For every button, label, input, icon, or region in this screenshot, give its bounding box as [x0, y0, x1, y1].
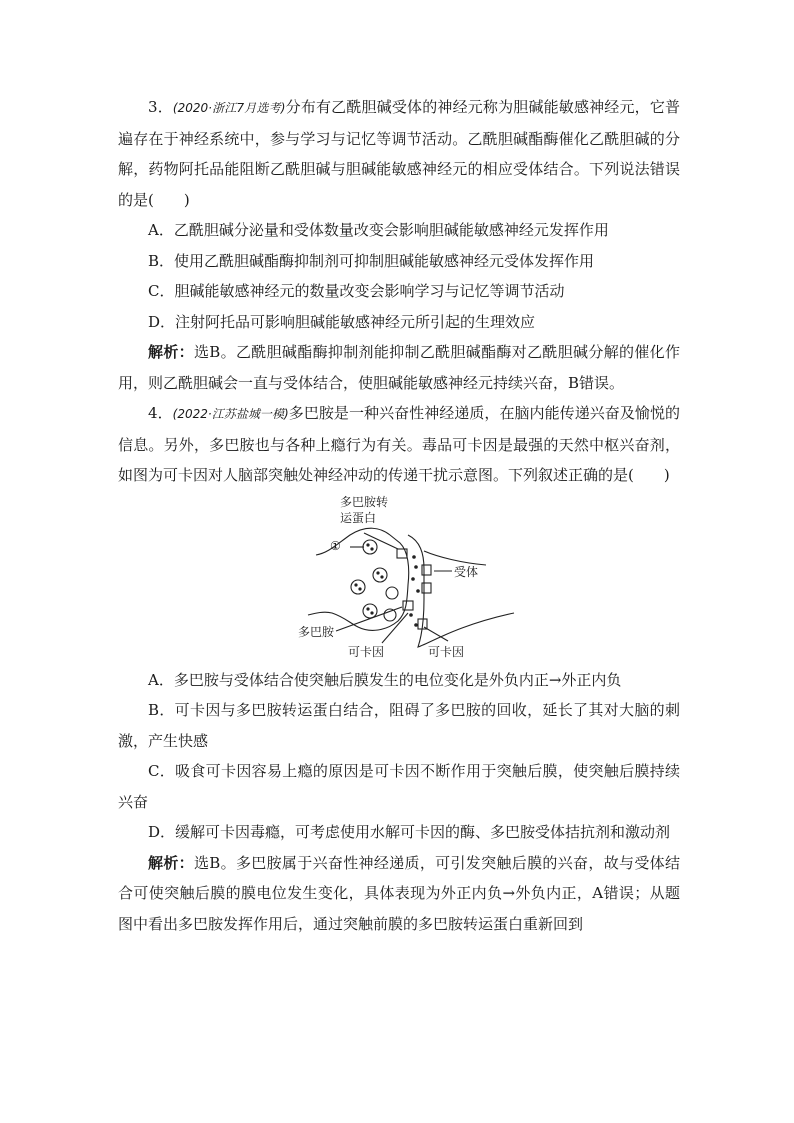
synaptic-vesicle	[386, 587, 398, 599]
label-cocaine-left: 可卡因	[348, 644, 385, 659]
postsynaptic-membrane	[408, 535, 514, 647]
dopamine-molecule	[366, 543, 369, 546]
question-3-text: 分布有乙酰胆碱受体的神经元称为胆碱能敏感神经元，它普遍存在于神经系统中，参与学习与记忆等调节活动。乙酰胆碱酯酶催化乙酰胆碱的分解，药物阿托品能阻断乙酰胆碱与胆碱能敏感神经元的相应受体结合。下列说法错误的是( )	[118, 98, 681, 209]
question-4-option-a: A．多巴胺与受体结合使突触后膜发生的电位变化是外负内正→外正内负	[148, 670, 622, 689]
dopamine-molecule	[414, 565, 418, 569]
question-3-source: (2020·浙江7月选考)	[172, 101, 286, 115]
dopamine-transporter	[403, 601, 413, 610]
dopamine-molecule	[358, 587, 361, 590]
label-cocaine-right: 可卡因	[428, 644, 465, 659]
synaptic-vesicle	[363, 604, 377, 618]
question-4-analysis-text: 选B。多巴胺属于兴奋性神经递质，可引发突触后膜的兴奋，故与受体结合可使突触后膜的膜电位发生变化，具体表现为外正内负→外负内正，A错误；从题图中看出多巴胺发挥作用后，通过突触前膜的多巴胺转运蛋白重新回到	[118, 853, 680, 933]
dopamine-molecule	[412, 555, 416, 559]
question-4-option-d: D．缓解可卡因毒瘾，可考虑使用水解可卡因的酶、多巴胺受体拮抗剂和激动剂	[148, 823, 671, 841]
dopamine-molecule	[409, 613, 413, 617]
question-4-number: 4．	[148, 404, 173, 422]
question-3-analysis-label: 解析：	[148, 343, 194, 361]
question-4-option-b: B．可卡因与多巴胺转运蛋白结合，阻碍了多巴胺的回收，延长了其对大脑的刺激，产生快感	[118, 701, 680, 750]
presynaptic-membrane	[308, 528, 409, 630]
question-4-option-c: C．吸食可卡因容易上瘾的原因是可卡因不断作用于突触后膜，使突触后膜持续兴奋	[118, 762, 680, 811]
question-3-analysis	[118, 337, 680, 398]
label-transporter-line1: 多巴胺转	[340, 494, 389, 509]
question-4-analysis-label: 解析：	[148, 853, 194, 872]
dopamine-molecule	[380, 575, 383, 578]
dopamine-molecule	[370, 547, 373, 550]
label-dopamine: 多巴胺	[298, 624, 335, 639]
question-3-option-d: D．注射阿托品可影响胆碱能敏感神经元所引起的生理效应	[148, 312, 536, 331]
dopamine-molecule	[416, 589, 420, 593]
synaptic-vesicle	[373, 568, 387, 582]
question-4-text: 多巴胺是一种兴奋性神经递质，在脑内能传递兴奋及愉悦的信息。另外，多巴胺也与各种上瘾行为有关。毒品可卡因是最强的天然中枢兴奋剂，如图为可卡因对人脑部突触处神经冲动的传递干扰示意图。下列叙述正确的是( )	[118, 404, 680, 484]
dopamine-molecule	[376, 571, 379, 574]
receptor	[422, 565, 431, 575]
question-3-option-b: B．使用乙酰胆碱酯酶抑制剂可抑制胆碱能敏感神经元受体发挥作用	[148, 251, 595, 270]
question-3-option-a: A．乙酰胆碱分泌量和受体数量改变会影响胆碱能敏感神经元发挥作用	[148, 221, 609, 239]
synapse-drawing	[118, 495, 680, 663]
dopamine-molecule	[370, 611, 373, 614]
question-3-analysis-text: 选B。乙酰胆碱酯酶抑制剂能抑制乙酰胆碱酯酶对乙酰胆碱分解的催化作用，则乙酰胆碱会一直与受体结合，使胆碱能敏感神经元持续兴奋，B错误。	[118, 343, 680, 392]
synaptic-vesicle	[351, 580, 365, 594]
dopamine-molecule	[354, 583, 357, 586]
dopamine-molecule	[366, 607, 369, 610]
question-4-stem	[118, 398, 680, 491]
label-receptor: 受体	[454, 564, 479, 579]
dopamine-molecule	[411, 577, 415, 581]
label-circle-1: ①	[330, 538, 341, 553]
question-4-analysis	[118, 848, 680, 940]
label-transporter-line2: 运蛋白	[340, 510, 377, 525]
question-3-number: 3．	[148, 98, 173, 116]
question-3-stem	[118, 92, 680, 215]
dopamine-molecule	[414, 623, 418, 627]
synapse-diagram	[118, 495, 680, 663]
receptor	[422, 583, 431, 593]
synaptic-vesicle	[363, 540, 377, 554]
document-page	[118, 92, 680, 939]
question-4-source: (2022·江苏盐城一模)	[172, 407, 289, 421]
question-3-option-c: C．胆碱能敏感神经元的数量改变会影响学习与记忆等调节活动	[148, 282, 565, 300]
